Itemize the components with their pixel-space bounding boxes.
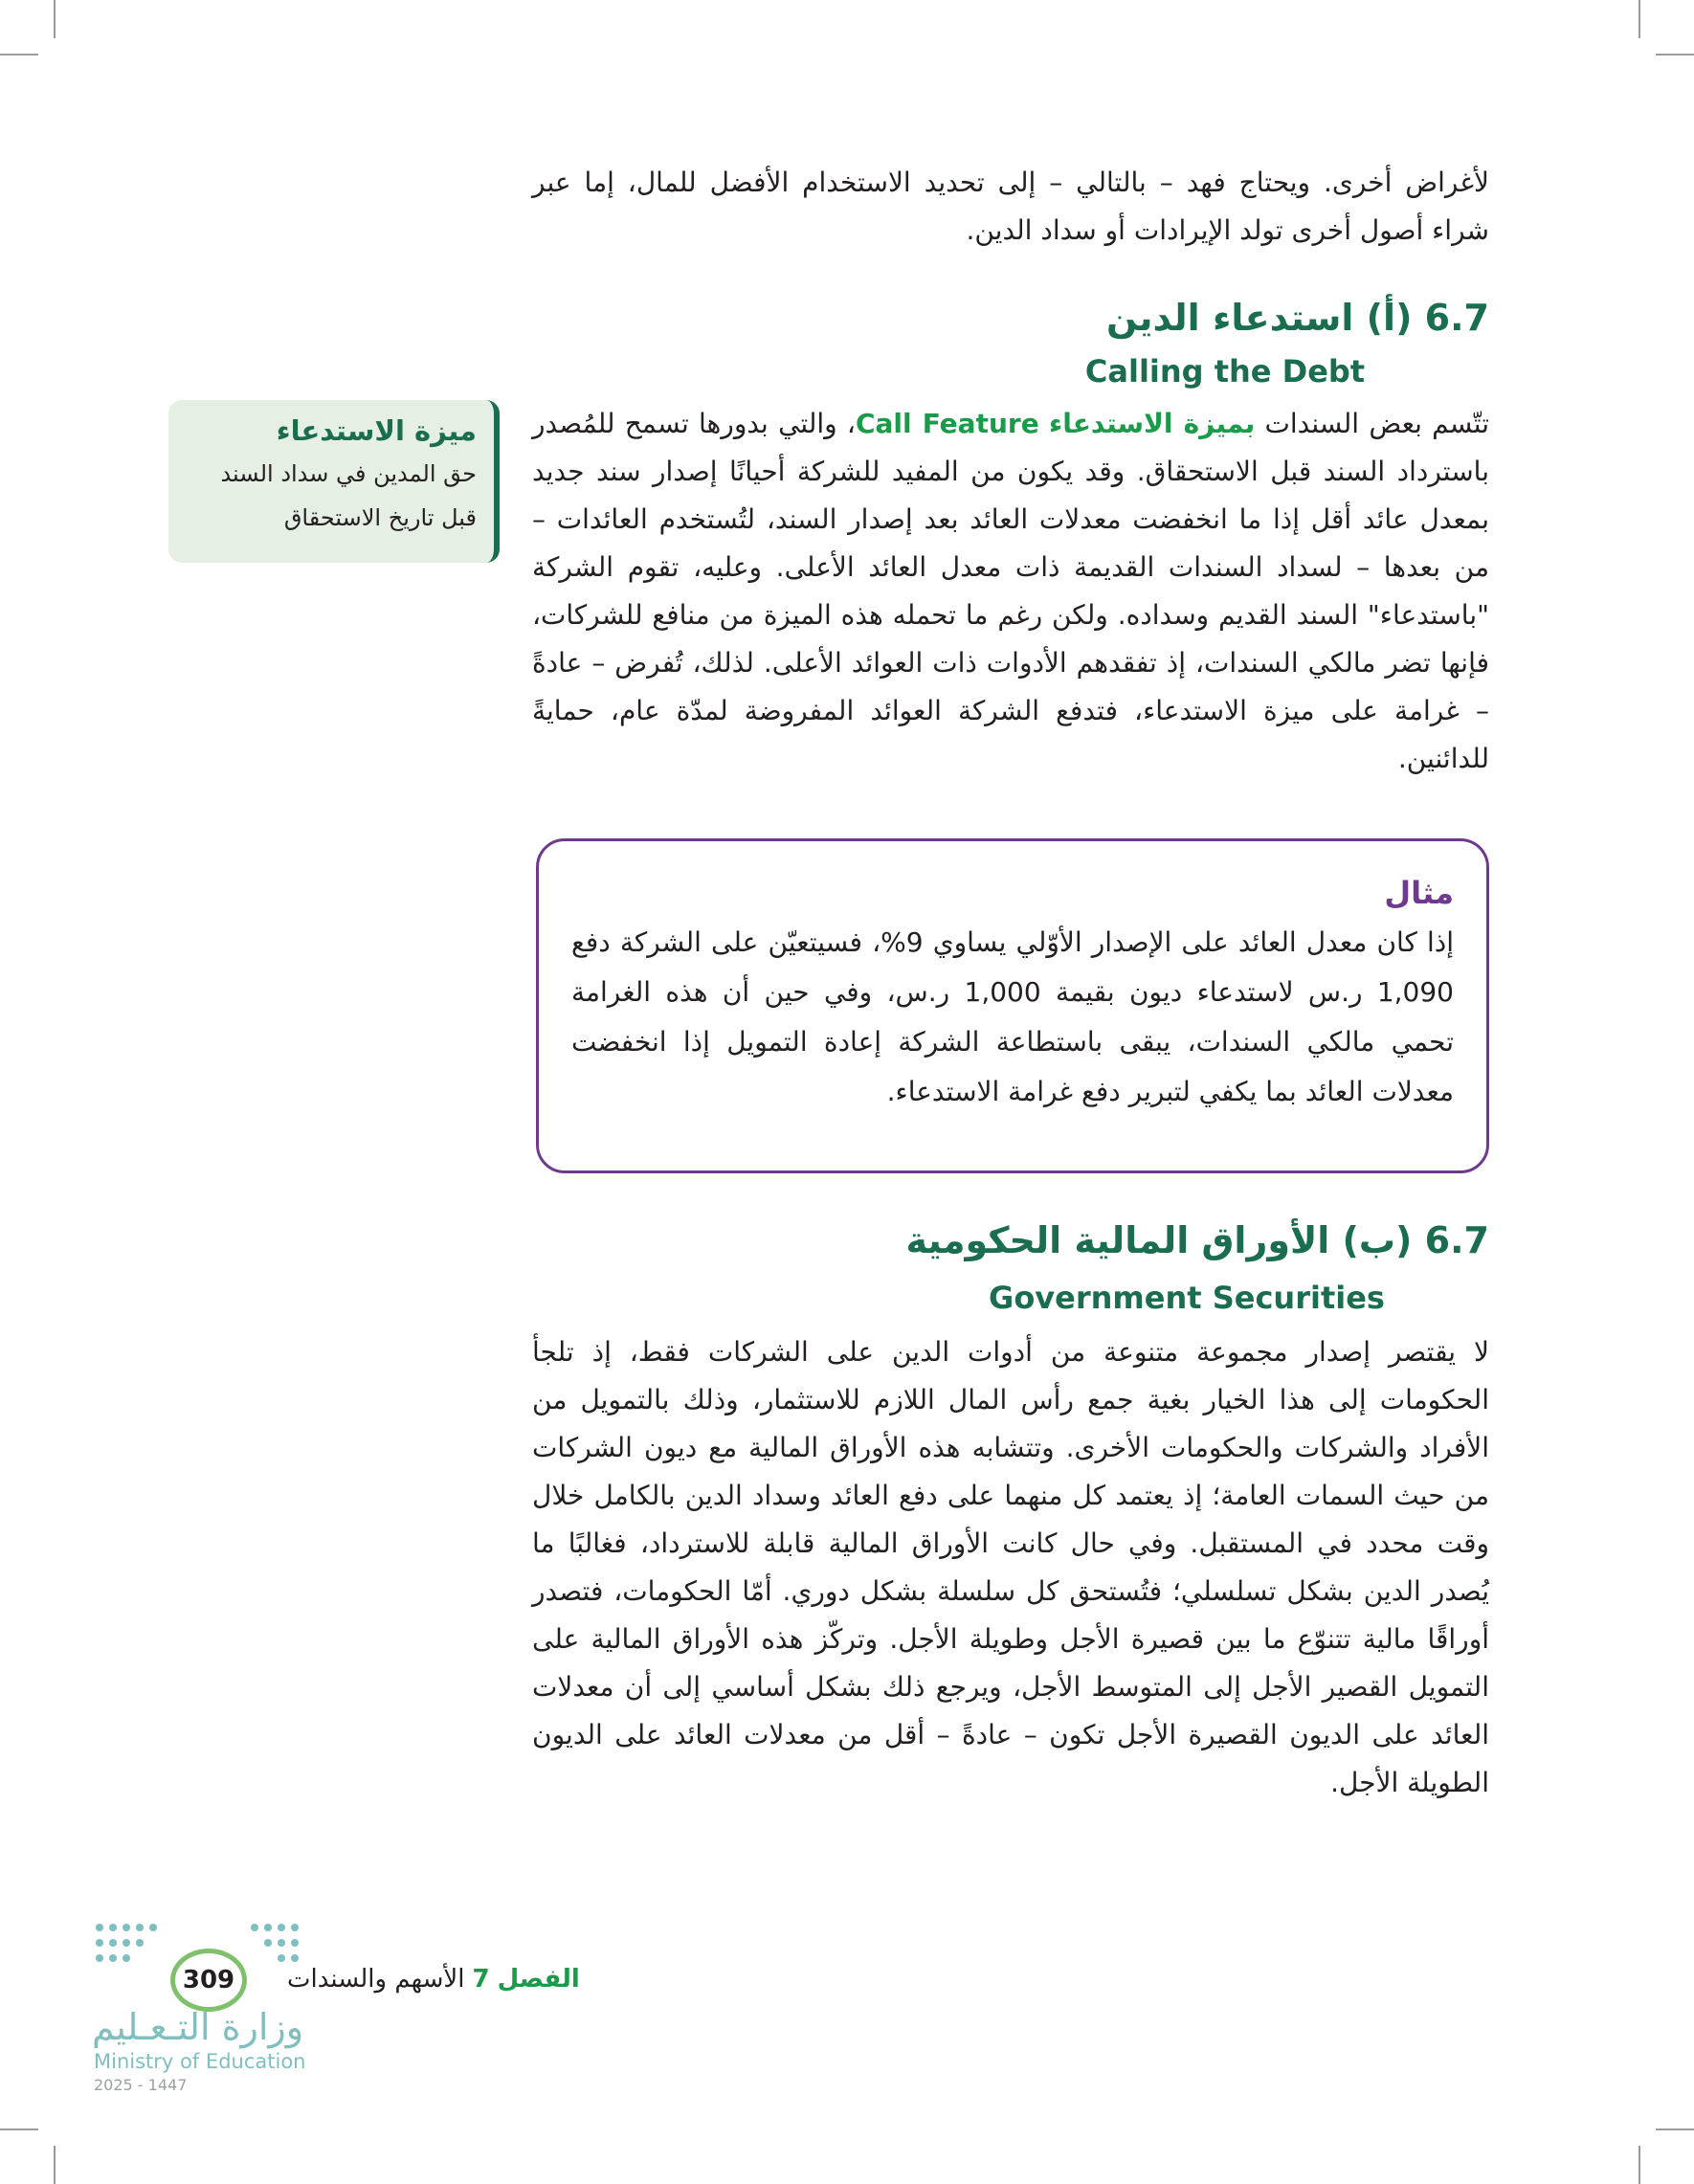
- page-number-badge: 309: [170, 1949, 247, 2012]
- section-a-text-rest: ، والتي بدورها تسمح للمُصدر باسترداد السند قبل الاستحقاق. وقد يكون من المفيد للشركة أحيانًا إصدار سند جديد بمعدل عائد أقل إذا ما انخفضت معدلات العائد بعد إصدار السند، لتُستخدم العائدات – من بعدها – لسداد السندات القديمة ذات معدل العائد الأعلى. وعليه، تقوم الشركة "باستدعاء" السند القديم وسداده. ولكن رغم ما تحمله هذه الميزة من منافع للشركات، فإنها تضر مالكي السندات، إذ تفقدهم الأدوات ذات العوائد الأعلى. لذلك، تُفرض – عادةً – غرامة على ميزة الاستدعاء، فتدفع الشركة العوائد المفروضة لمدّة عام، حمايةً للدائنين.: [532, 408, 1489, 774]
- section-b-text: لا يقتصر إصدار مجموعة متنوعة من أدوات الدين على الشركات فقط، إذ تلجأ الحكومات إلى هذا الخيار بغية جمع رأس المال اللازم للاستثمار، وذلك بالتمويل من الأفراد والشركات والحكومات الأخرى. وتتشابه هذه الأوراق المالية مع ديون الشركات من حيث السمات العامة؛ إذ يعتمد كل منهما على دفع العائد وسداد الدين بالكامل خلال وقت محدد في المستقبل. وفي حال كانت الأوراق المالية قابلة للاسترداد، فغالبًا ما يُصدر الدين بشكل تسلسلي؛ فتُستحق كل سلسلة بشكل دوري. أمّا الحكومات، فتصدر أوراقًا مالية تتنوّع ما بين قصيرة الأجل وطويلة الأجل. وتركّز هذه الأوراق المالية على التمويل القصير الأجل إلى المتوسط الأجل، ويرجع ذلك بشكل أساسي إلى أن معدلات العائد على الديون القصيرة الأجل تكون – عادةً – أقل من معدلات العائد على الديون الطويلة الأجل.: [532, 1336, 1489, 1798]
- crop-mark: [1656, 54, 1694, 56]
- ministry-name-ar: وزارة التـعـليم: [92, 2006, 304, 2048]
- call-feature-keyword-ar: بميزة الاستدعاء: [1048, 408, 1256, 439]
- crop-mark: [54, 0, 56, 38]
- section-a-paragraph: [532, 400, 1489, 783]
- chapter-number: 7: [472, 1965, 490, 1994]
- chapter-footer: [287, 1960, 580, 1998]
- ministry-name-en: Ministry of Education: [94, 2050, 306, 2073]
- crop-mark: [0, 2128, 38, 2130]
- crop-mark: [0, 54, 38, 56]
- crop-mark: [54, 2146, 56, 2184]
- definition-sidebar: [168, 400, 500, 563]
- section-a-heading-en: Calling the Debt: [1084, 353, 1366, 390]
- edition-year: 2025 - 1447: [94, 2076, 188, 2094]
- section-b-paragraph: [532, 1328, 1489, 1807]
- section-b-heading: 6.7 (ب) الأوراق المالية الحكومية: [905, 1219, 1489, 1261]
- chapter-title: الأسهم والسندات: [287, 1965, 465, 1994]
- section-a-heading: 6.7 (أ) استدعاء الدين: [1106, 297, 1489, 339]
- crop-mark: [1638, 0, 1640, 38]
- call-feature-keyword-en: Call Feature: [855, 408, 1039, 439]
- intro-paragraph: [532, 159, 1489, 255]
- section-a-text-start: تتّسم بعض السندات: [1264, 408, 1490, 439]
- example-text: إذا كان معدل العائد على الإصدار الأوّلي يساوي 9%، فسيتعيّن على الشركة دفع 1,090 ر.س لاستدعاء ديون بقيمة 1,000 ر.س، وفي حين أن هذه الغرامة تحمي مالكي السندات، يبقى باستطاعة الشركة إعادة التمويل إذا انخفضت معدلات العائد بما يكفي لتبرير دفع غرامة الاستدعاء.: [571, 926, 1454, 1107]
- sidebar-text: حق المدين في سداد السند قبل تاريخ الاستحقاق: [220, 460, 477, 531]
- chapter-label: الفصل: [497, 1965, 580, 1994]
- crop-mark: [1638, 2146, 1640, 2184]
- intro-text: لأغراض أخرى. ويحتاج فهد – بالتالي – إلى تحديد الاستخدام الأفضل للمال، إما عبر شراء أصول أخرى تولد الإيرادات أو سداد الدين.: [532, 167, 1489, 246]
- sidebar-title: ميزة الاستدعاء: [276, 414, 477, 447]
- example-box: [536, 838, 1489, 1173]
- crop-mark: [1656, 2128, 1694, 2130]
- section-b-heading-en: Government Securities: [989, 1280, 1385, 1316]
- example-title: مثال: [1384, 875, 1454, 911]
